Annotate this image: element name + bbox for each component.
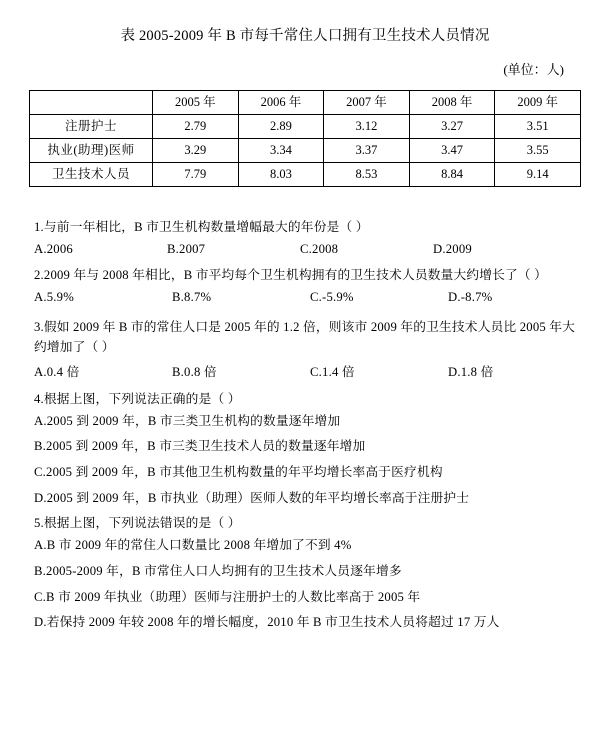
cell-technician-2009: 9.14 [495,163,581,187]
column-header-2008: 2008 年 [409,91,495,115]
cell-technician-2006: 8.03 [238,163,324,187]
question-4-option-a[interactable]: A.2005 到 2009 年，B 市三类卫生机构的数量逐年增加 [34,413,341,428]
table-header-row [30,91,581,115]
question-1 [34,221,576,255]
row-label-physician: 执业(助理)医师 [30,139,153,163]
question-2-options [34,291,576,304]
cell-physician-2009: 3.55 [495,139,581,163]
question-2-option-a[interactable]: A.5.9% [34,290,74,305]
question-2-option-c[interactable]: C.-5.9% [310,290,354,305]
question-4-stem: 4.根据上图，下列说法正确的是（ ） [34,391,241,406]
question-4 [34,393,576,505]
column-header-2007: 2007 年 [324,91,410,115]
cell-nurse-2007: 3.12 [324,115,410,139]
question-4-option-d[interactable]: D.2005 到 2009 年，B 市执业（助理）医师人数的年平均增长率高于注册护士 [34,490,470,505]
question-4-options [34,415,576,505]
question-5-option-a[interactable]: A.B 市 2009 年的常住人口数量比 2008 年增加了不到 4% [34,538,352,553]
question-1-option-b[interactable]: B.2007 [167,241,206,256]
cell-physician-2007: 3.37 [324,139,410,163]
row-label-health-technician: 卫生技术人员 [30,163,153,187]
question-2 [34,269,576,303]
question-2-option-d[interactable]: D.-8.7% [448,290,493,305]
cell-nurse-2009: 3.51 [495,115,581,139]
question-5-option-b[interactable]: B.2005-2009 年，B 市常住人口人均拥有的卫生技术人员逐年增多 [34,563,402,578]
question-5 [34,517,576,629]
cell-technician-2007: 8.53 [324,163,410,187]
question-3-option-d[interactable]: D.1.8 倍 [448,365,494,380]
column-header-2006: 2006 年 [238,91,324,115]
table-row [30,163,581,187]
question-3-option-b[interactable]: B.0.8 倍 [172,365,217,380]
question-1-option-d[interactable]: D.2009 [433,241,472,256]
cell-technician-2008: 8.84 [409,163,495,187]
question-5-option-c[interactable]: C.B 市 2009 年执业（助理）医师与注册护士的人数比率高于 2005 年 [34,589,421,604]
question-5-options [34,539,576,629]
table-corner-cell [30,91,153,115]
question-1-stem: 1.与前一年相比，B 市卫生机构数量增幅最大的年份是（ ） [34,220,369,234]
question-2-option-b[interactable]: B.8.7% [172,290,212,305]
question-5-stem: 5.根据上图，下列说法错误的是（ ） [34,516,241,531]
table-row [30,115,581,139]
question-1-option-c[interactable]: C.2008 [300,241,339,256]
page-title: 表 2005-2009 年 B 市每千常住人口拥有卫生技术人员情况 [120,28,490,44]
question-3-options [34,366,576,379]
column-header-2009: 2009 年 [495,91,581,115]
question-4-option-b[interactable]: B.2005 到 2009 年，B 市三类卫生技术人员的数量逐年增加 [34,439,366,454]
question-2-stem: 2.2009 年与 2008 年相比，B 市平均每个卫生机构拥有的卫生技术人员数量大约增长了（ ） [34,268,548,283]
question-5-option-d[interactable]: D.若保持 2009 年较 2008 年的增长幅度，2010 年 B 市卫生技术人员将超过 17 万人 [34,615,500,630]
health-personnel-table [29,90,581,187]
question-3-option-c[interactable]: C.1.4 倍 [310,365,355,380]
cell-nurse-2008: 3.27 [409,115,495,139]
question-3-stem: 3.假如 2009 年 B 市的常住人口是 2005 年的 1.2 倍，则该市 2009 年的卫生技术人员比 2005 年大约增加了（ ） [34,319,576,354]
question-3 [34,318,576,379]
cell-physician-2006: 3.34 [238,139,324,163]
cell-physician-2005: 3.29 [153,139,239,163]
question-list [34,221,576,629]
cell-physician-2008: 3.47 [409,139,495,163]
question-1-option-a[interactable]: A.2006 [34,241,73,256]
row-label-registered-nurse: 注册护士 [30,115,153,139]
cell-nurse-2006: 2.89 [238,115,324,139]
unit-note: (单位：人) [503,62,564,77]
cell-nurse-2005: 2.79 [153,115,239,139]
column-header-2005: 2005 年 [153,91,239,115]
table-row [30,139,581,163]
question-1-options [34,243,576,256]
question-4-option-c[interactable]: C.2005 到 2009 年，B 市其他卫生机构数量的年平均增长率高于医疗机构 [34,465,443,479]
question-3-option-a[interactable]: A.0.4 倍 [34,365,80,380]
cell-technician-2005: 7.79 [153,163,239,187]
